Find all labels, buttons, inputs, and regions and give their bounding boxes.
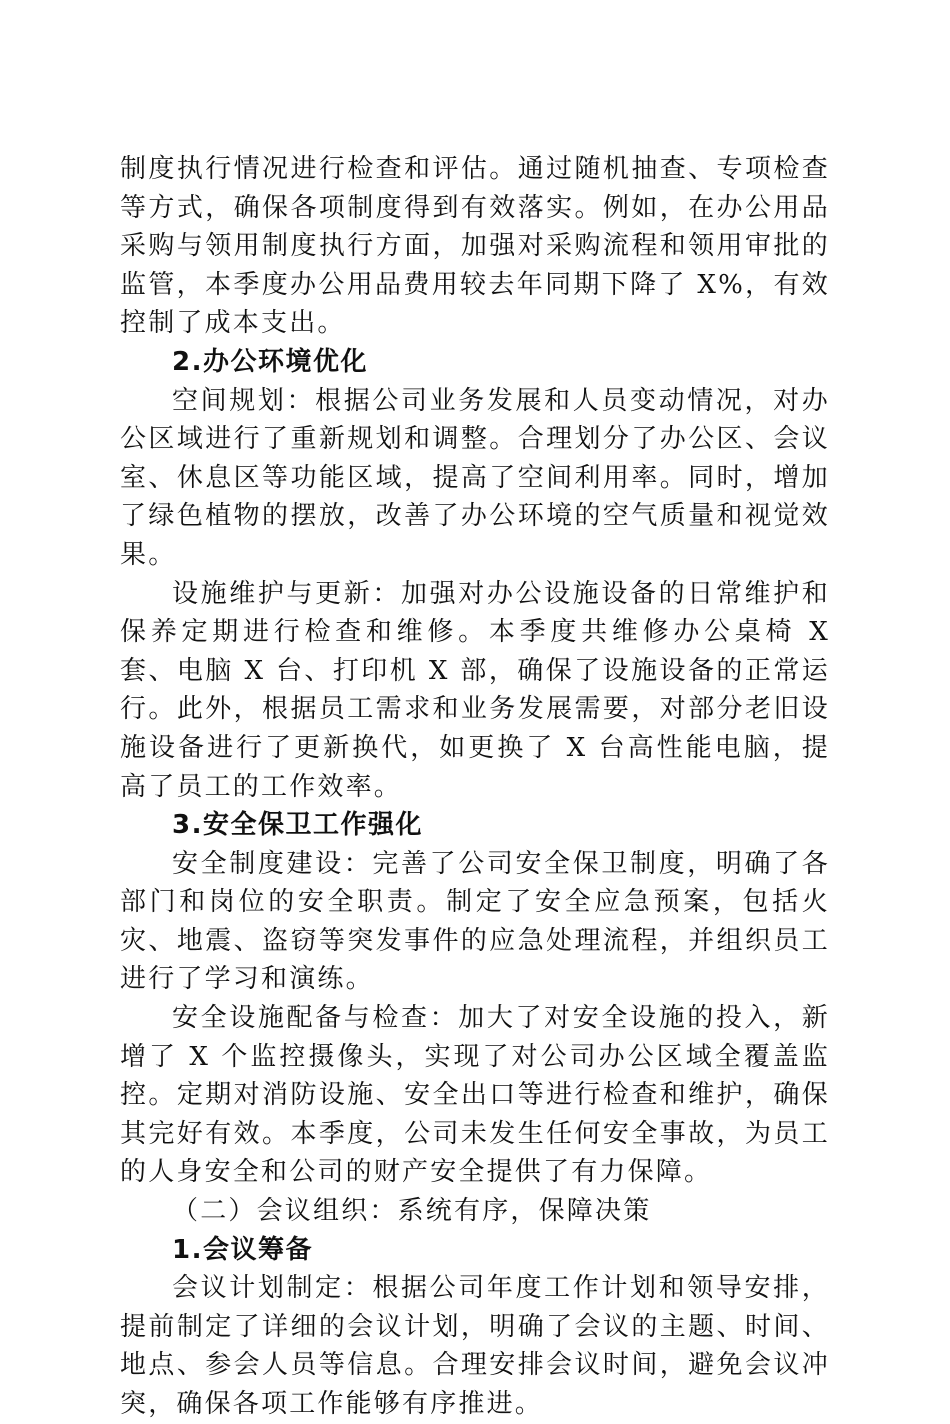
- heading-security: 3.安全保卫工作强化: [172, 810, 423, 841]
- paragraph-space-planning: 空间规划：根据公司业务发展和人员变动情况，对办公区域进行了重新规划和调整。合理划分了办公区、会议室、休息区等功能区域，提高了空间利用率。同时，增加了绿色植物的摆放，改善了办公环境的空气质量和视觉效果。: [120, 385, 830, 570]
- document-body: [120, 150, 830, 1424]
- heading-office-environment: 2.办公环境优化: [172, 346, 368, 377]
- heading-meeting-preparation: 1.会议筹备: [172, 1234, 313, 1265]
- paragraph-security-system: 安全制度建设：完善了公司安全保卫制度，明确了各部门和岗位的安全职责。制定了安全应急预案，包括火灾、地震、盗窃等突发事件的应急处理流程，并组织员工进行了学习和演练。: [120, 848, 830, 995]
- paragraph-security-facilities: 安全设施配备与检查：加大了对安全设施的投入，新增了 X 个监控摄像头，实现了对公司办公区域全覆盖监控。定期对消防设施、安全出口等进行检查和维护，确保其完好有效。本季度，公司未发生任何安全事故，为员工的人身安全和公司的财产安全提供了有力保障。: [120, 1003, 830, 1188]
- paragraph-meeting-plan: 会议计划制定：根据公司年度工作计划和领导安排，提前制定了详细的会议计划，明确了会议的主题、时间、地点、参会人员等信息。合理安排会议时间，避免会议冲突，确保各项工作能够有序推进。: [120, 1273, 830, 1419]
- paragraph-continuation: 制度执行情况进行检查和评估。通过随机抽查、专项检查等方式，确保各项制度得到有效落实。例如，在办公用品采购与领用制度执行方面，加强对采购流程和领用审批的监管，本季度办公用品费用较去年同期下降了 X%，有效控制了成本支出。: [120, 154, 830, 339]
- subsection-meeting-organization: （二）会议组织：系统有序，保障决策: [172, 1196, 652, 1227]
- paragraph-facility-maintenance: 设施维护与更新：加强对办公设施设备的日常维护和保养定期进行检查和维修。本季度共维修办公桌椅 X 套、电脑 X 台、打印机 X 部，确保了设施设备的正常运行。此外，根据员工需求和业务发展需要，对部分老旧设施设备进行了更新换代，如更换了 X 台高性能电脑，提高了员工的工作效率。: [120, 578, 830, 802]
